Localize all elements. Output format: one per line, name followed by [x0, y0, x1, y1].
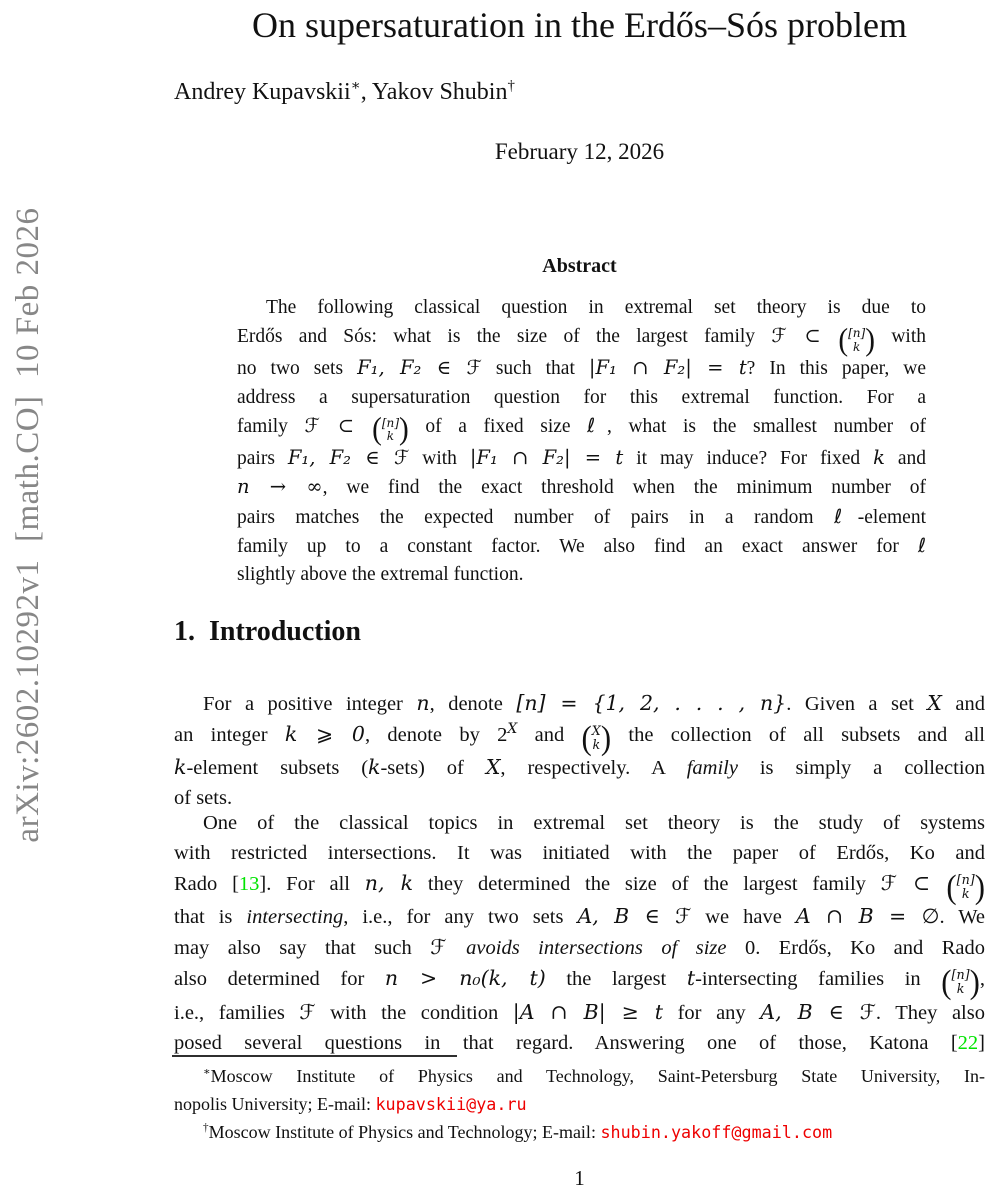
text-line [174, 808, 985, 838]
text-span: slightly above the extremal function. [237, 564, 524, 586]
text-span: and [517, 724, 582, 746]
text-span: The following classical question in extremal set theory is due to [266, 297, 926, 318]
text-line [237, 354, 926, 383]
text-line [237, 411, 926, 447]
text-span: |A ∩ B| ≥ t [512, 999, 663, 1024]
text-line [174, 901, 985, 932]
text-span: ℓ [834, 504, 858, 528]
footnotes [174, 1062, 985, 1146]
binomial-stack [957, 873, 975, 901]
text-line [174, 1028, 985, 1058]
citation-link[interactable]: 22 [957, 1031, 979, 1054]
binomial-coefficient [946, 867, 986, 906]
binomial-bottom: k [961, 886, 970, 902]
text-span: . Given a set [786, 693, 928, 715]
binomial-stack [382, 417, 399, 444]
text-span: address a supersaturation question for this extremal function. For a [237, 386, 926, 408]
text-span: Rado [ [174, 873, 239, 895]
text-line [237, 561, 926, 589]
text-span: t [686, 966, 696, 991]
text-line [237, 444, 926, 473]
text-span: with restricted intersections. It was initiated with the paper of Erdős, Ko and [174, 842, 985, 864]
text-line [174, 963, 985, 1001]
text-span: ]. For all [259, 873, 365, 895]
text-span: k [873, 445, 885, 469]
text-line [174, 932, 985, 963]
abstract-heading: Abstract [542, 255, 617, 277]
arxiv-watermark: arXiv:2602.10292v1 [math.CO] 10 Feb 2026 [10, 207, 46, 843]
text-span: F₁, F₂ ∈ ℱ [357, 356, 482, 380]
text-span: F₁, F₂ ∈ ℱ [287, 445, 410, 469]
text-span: that is [174, 906, 247, 929]
text-span: -element [857, 506, 926, 528]
text-line [237, 473, 926, 502]
text-line [174, 1090, 985, 1118]
text-span: for any [663, 1001, 761, 1024]
text-span: of a fixed size [408, 415, 588, 437]
binomial-coefficient [941, 963, 980, 1001]
text-span: One of the classical topics in extremal set theory is the study of systems [203, 812, 985, 834]
text-span: pairs matches the expected number of pairs in a random [237, 506, 835, 528]
text-span: ∗ [350, 78, 361, 94]
text-span: -sets) of [380, 757, 486, 780]
left-paren: ( [581, 718, 592, 757]
binomial-coefficient [372, 411, 409, 447]
text-span: -intersecting families in [695, 968, 942, 991]
text-span: † [507, 78, 515, 94]
text-span: , denote by 2 [364, 724, 508, 746]
text-span: n → ∞ [237, 475, 323, 499]
text-span: posed several questions in that regard. Answering one of those, Katona [ [174, 1031, 958, 1054]
intro-paragraph-1 [174, 688, 985, 813]
left-paren: ( [838, 321, 849, 358]
right-paren: ) [399, 411, 409, 447]
text-span: , Yakov Shubin [360, 79, 508, 105]
text-span: avoids intersections of size [466, 937, 727, 960]
citation-link[interactable]: 13 [238, 873, 260, 895]
text-line [174, 718, 985, 757]
left-paren: ( [372, 411, 382, 447]
text-span: Andrey Kupavskii [174, 79, 351, 105]
text-span: X [507, 721, 518, 738]
text-span: and [884, 447, 926, 469]
text-span: ? In this paper, we [746, 358, 926, 380]
text-span: , i.e., for any two sets [343, 906, 578, 929]
email-link[interactable]: shubin.yakoff@gmail.com [600, 1122, 833, 1142]
text-span: and [941, 693, 985, 715]
text-span: nopolis University; E-mail: [174, 1094, 376, 1114]
right-paren: ) [865, 321, 876, 358]
text-span: of sets. [174, 787, 233, 810]
text-span: it may induce? For fixed [623, 447, 874, 469]
text-span: , respectively. A [500, 757, 687, 780]
binomial-stack [848, 327, 865, 354]
text-span: For a positive integer [203, 693, 417, 715]
text-span: , [979, 968, 985, 991]
text-span: A, B ∈ ℱ [577, 904, 692, 929]
text-span: no two sets [237, 358, 358, 380]
binomial-bottom: k [592, 737, 601, 753]
text-span: pairs [237, 447, 288, 469]
text-span: , we find the exact threshold when the minimum number of [322, 477, 927, 499]
text-span: family [686, 757, 738, 780]
text-line [237, 321, 926, 358]
text-span: the largest [545, 968, 687, 991]
text-span: A ∩ B = ∅ [795, 904, 940, 929]
text-span: with [875, 326, 926, 348]
text-line [174, 688, 985, 719]
text-span: [n] = {1, 2, . . . , n} [516, 691, 787, 715]
text-span: we have [691, 906, 796, 929]
text-span: also determined for [174, 968, 385, 991]
binomial-top: [n] [951, 967, 970, 983]
binomial-coefficient [581, 718, 612, 757]
text-span: , what is the smallest number of [606, 415, 926, 437]
text-span: . They also [875, 1001, 985, 1024]
text-span: -element subsets ( [186, 757, 369, 780]
text-line [174, 1118, 985, 1146]
paper-title: On supersaturation in the Erdős–Sós problem [252, 5, 907, 45]
text-span: ℱ ⊂ [304, 413, 373, 437]
text-span: with [409, 447, 470, 469]
text-span: ] [978, 1031, 985, 1054]
text-span: , denote [429, 693, 517, 715]
text-span: ℱ [299, 999, 316, 1024]
binomial-stack [592, 724, 601, 752]
binomial-bottom: k [386, 429, 395, 444]
text-line [174, 997, 985, 1028]
text-span: k [174, 755, 187, 780]
section-heading-introduction: 1. Introduction [174, 616, 361, 647]
binomial-bottom: k [956, 981, 965, 997]
right-paren: ) [600, 718, 612, 757]
text-span: |F₁ ∩ F₂| = t [588, 356, 747, 380]
text-span: ℱ ⊂ [771, 324, 839, 348]
text-span: they determined the size of the largest family [413, 873, 881, 895]
binomial-stack [952, 968, 970, 996]
text-span: intersecting [246, 906, 344, 929]
binomial-top: [n] [381, 415, 400, 430]
text-line [237, 294, 926, 322]
authors-line [174, 79, 985, 106]
text-span: ℱ ⊂ [880, 871, 947, 895]
text-span: family [237, 415, 305, 437]
text-span: k ⩾ 0 [284, 722, 365, 746]
page-number: 1 [574, 1166, 585, 1190]
text-span: A, B ∈ ℱ [760, 999, 876, 1024]
intro-paragraph-2 [174, 808, 985, 1058]
text-span: an integer [174, 724, 285, 746]
text-line [174, 79, 985, 106]
binomial-top: [n] [956, 871, 975, 887]
left-paren: ( [941, 963, 952, 1001]
text-span: the collection of all subsets and all [611, 724, 985, 746]
text-line [174, 867, 986, 906]
text-span: n > n₀(k, t) [384, 966, 546, 991]
left-paren: ( [946, 867, 957, 906]
text-span: ℓ [917, 533, 926, 557]
text-span: may also say that such [174, 937, 431, 960]
text-span: Moscow Institute of Physics and Technology; E-mail: [208, 1122, 601, 1142]
text-span: n, k [364, 871, 414, 895]
text-line [237, 503, 926, 532]
right-paren: ) [969, 963, 980, 1001]
text-span: i.e., families [174, 1001, 300, 1024]
date-line: February 12, 2026 [494, 139, 665, 164]
text-line [237, 384, 926, 412]
text-span: Moscow Institute of Physics and Technology, Saint-Petersburg State University, In- [210, 1066, 985, 1086]
text-span: ℱ [430, 935, 467, 960]
email-link[interactable]: kupavskii@ya.ru [375, 1094, 527, 1114]
text-line [237, 532, 926, 561]
binomial-top: [n] [848, 326, 866, 341]
text-span: . We [939, 906, 986, 929]
text-span: is simply a collection [737, 757, 986, 780]
text-span: family up to a constant factor. We also find an exact answer for [237, 535, 918, 557]
text-span: † [203, 1122, 209, 1134]
text-span: with the condition [315, 1001, 513, 1024]
abstract-body [237, 294, 926, 590]
text-line [174, 752, 985, 783]
text-span: n [416, 691, 430, 715]
binomial-bottom: k [853, 339, 861, 354]
text-span: |F₁ ∩ F₂| = t [469, 445, 624, 469]
text-line [174, 838, 985, 868]
text-span: k [368, 755, 381, 780]
footnote-rule [172, 1055, 457, 1057]
text-span: X [485, 755, 501, 780]
binomial-top: X [591, 722, 601, 738]
right-paren: ) [974, 867, 986, 906]
text-span: X [927, 691, 942, 715]
text-span: Erdős and Sós: what is the size of the largest family [237, 326, 772, 348]
text-line [174, 1062, 985, 1090]
text-span: ∗ [203, 1066, 211, 1078]
binomial-coefficient [838, 321, 876, 358]
text-span: such that [481, 358, 589, 380]
text-span: 0. Erdős, Ko and Rado [726, 937, 985, 960]
text-span: ℓ [587, 413, 607, 437]
